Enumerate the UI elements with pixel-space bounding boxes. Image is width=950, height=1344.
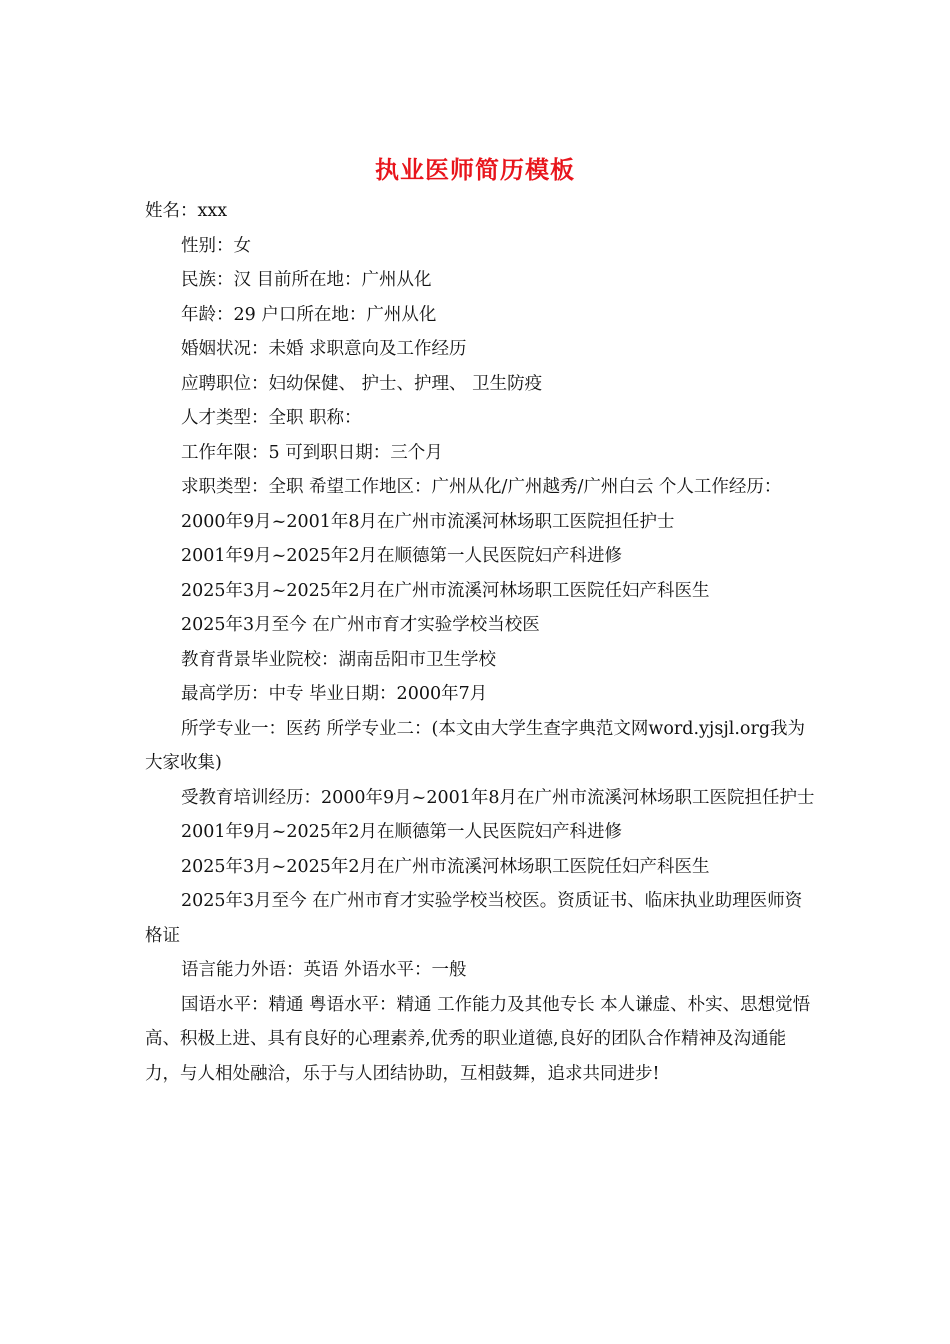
paragraph-ethnicity-location: 民族：汉 目前所在地：广州从化 [181, 270, 432, 290]
paragraph-work-history-4: 2025年3月至今 在广州市育才实验学校当校医 [181, 615, 540, 635]
paragraph-training-1: 受教育培训经历：2000年9月~2001年8月在广州市流溪河林场职工医院担任护士 [181, 787, 815, 808]
paragraph-work-years: 工作年限：5 可到职日期：三个月 [181, 442, 443, 463]
paragraph-work-history-3: 2025年3月~2025年2月在广州市流溪河林场职工医院任妇产科医生 [181, 580, 710, 601]
paragraph-training-2: 2001年9月~2025年2月在顺德第一人民医院妇产科进修 [181, 822, 623, 842]
paragraph-skills: 国语水平：精通 粤语水平：精通 工作能力及其他专长 本人谦虚、朴实、思想觉悟高、积极上进、具有良好的心理素养,优秀的职业道德,良好的团队合作精神及沟通能力，与人相处融洽，乐于与人团结协助，互相鼓舞，追求共同进步! [145, 994, 811, 1084]
paragraph-age-household: 年龄：29 户口所在地：广州从化 [181, 304, 437, 325]
document-title: 执业医师简历模板 [375, 155, 575, 184]
document-body [145, 194, 815, 1091]
paragraph-training-4: 2025年3月至今 在广州市育才实验学校当校医。资质证书、临床执业助理医师资格证 [145, 891, 803, 946]
paragraph-majors: 所学专业一：医药 所学专业二：(本文由大学生查字典范文网word.yjsjl.org我为大家收集) [145, 718, 806, 773]
paragraph-education-degree: 最高学历：中专 毕业日期：2000年7月 [181, 684, 488, 704]
paragraph-talent-type: 人才类型：全职 职称： [181, 408, 362, 428]
paragraph-gender: 性别：女 [181, 235, 251, 256]
paragraph-work-history-1: 2000年9月~2001年8月在广州市流溪河林场职工医院担任护士 [181, 511, 675, 532]
paragraph-language: 语言能力外语：英语 外语水平：一般 [181, 960, 467, 980]
paragraph-marital-status: 婚姻状况：未婚 求职意向及工作经历 [181, 339, 467, 359]
paragraph-training-3: 2025年3月~2025年2月在广州市流溪河林场职工医院任妇产科医生 [181, 856, 710, 877]
paragraph-work-history-2: 2001年9月~2025年2月在顺德第一人民医院妇产科进修 [181, 546, 623, 566]
paragraph-job-type: 求职类型：全职 希望工作地区：广州从化/广州越秀/广州白云 个人工作经历： [181, 477, 782, 497]
paragraph-name: 姓名：xxx [145, 201, 228, 221]
paragraph-education-school: 教育背景毕业院校：湖南岳阳市卫生学校 [181, 649, 496, 670]
paragraph-position: 应聘职位：妇幼保健、 护士、护理、 卫生防疫 [181, 373, 543, 394]
